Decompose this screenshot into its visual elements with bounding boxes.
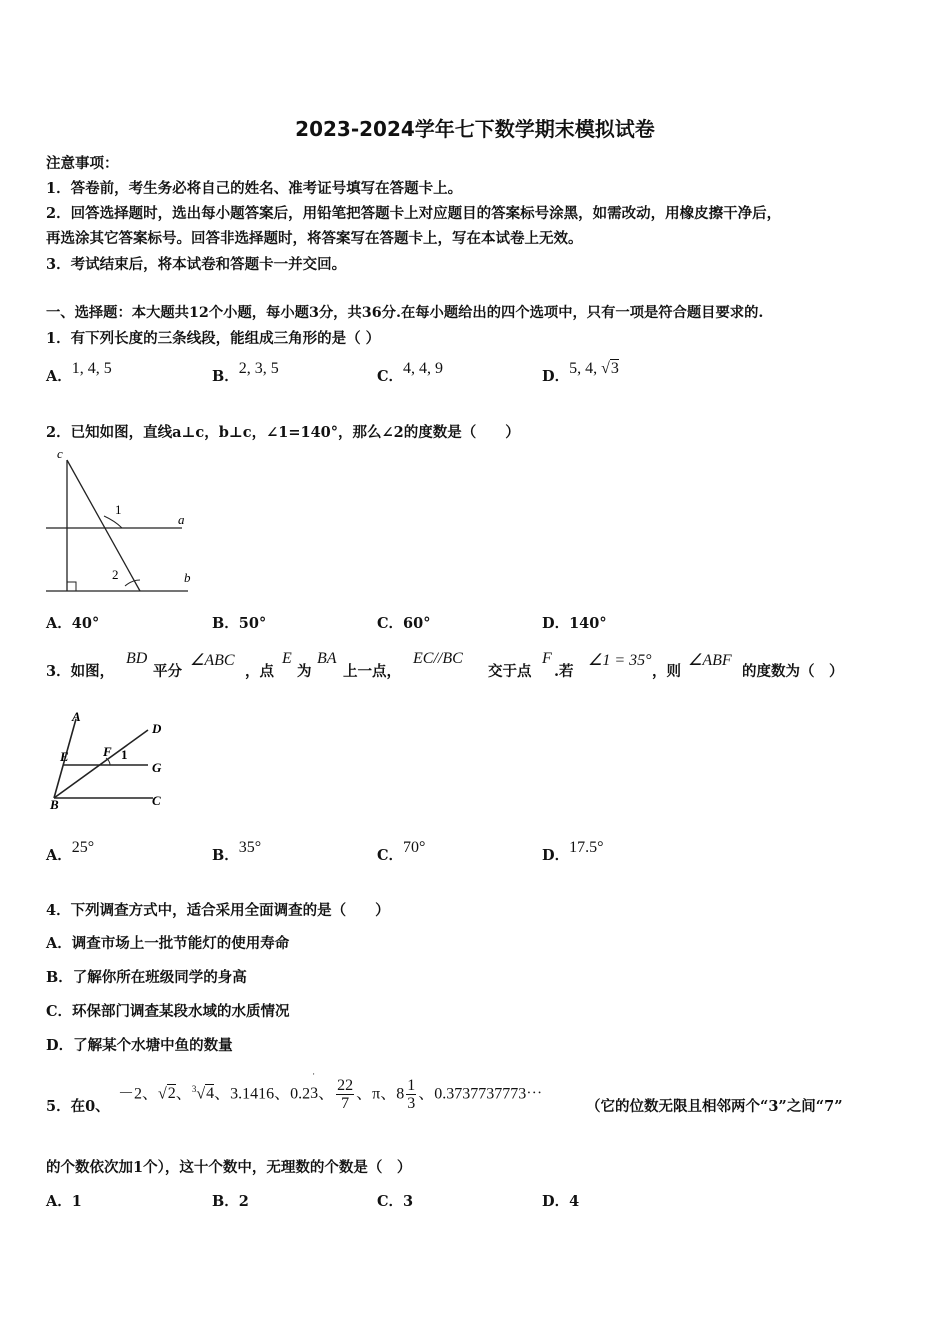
q3-bd: BD — [126, 650, 148, 667]
q1-d-value: 5, 4, √3 — [569, 360, 619, 377]
option-label: B． — [212, 368, 239, 385]
q1-a-value: 1, 4, 5 — [71, 360, 112, 377]
q3-e: E — [282, 650, 292, 667]
q5-option-d[interactable] — [542, 1190, 579, 1211]
q5-c-value: 3 — [403, 1193, 414, 1210]
q1-c-value: 4, 4, 9 — [403, 360, 444, 377]
q5-seg-3: 、3.1416、0.2 — [214, 1085, 311, 1103]
q2-a-value: 40° — [71, 615, 100, 632]
q2-d-value: 140° — [569, 615, 607, 632]
q3-ba: BA — [317, 650, 337, 667]
notice-line-2a: 2．回答选择题时，选出每小题答案后，用铅笔把答题卡上对应题目的答案标号涂黑，如需改动，用橡皮擦干净后， — [46, 205, 782, 222]
q3-text-7: ，则 — [652, 663, 681, 680]
q3-a-value: 25° — [71, 839, 95, 856]
q2-angle-1: 1 — [115, 502, 122, 517]
option-label: A． — [46, 615, 72, 632]
q3-text-3: 为 — [297, 663, 312, 680]
notice-heading: 注意事项： — [46, 155, 119, 172]
q3-label-1: 1 — [121, 747, 128, 762]
q1-d-radicand: 3 — [610, 360, 619, 377]
q5-option-c[interactable] — [377, 1190, 413, 1211]
q3-label-C: C — [152, 793, 161, 808]
q3-label-F: F — [103, 744, 112, 759]
q2-label-b: b — [184, 570, 191, 585]
option-label: D． — [542, 1193, 570, 1210]
q5-d-value: 4 — [569, 1193, 580, 1210]
option-label: A． — [46, 1193, 72, 1210]
q3-abf: ∠ABF — [688, 652, 732, 669]
q3-text-4: 上一点， — [343, 663, 401, 680]
q3-text-8: 的度数为（ ） — [742, 663, 844, 680]
q5-number-list: －2、√2、$^3$√4、3.1416、0.2 · 3、 $\frac{22}{7}$ 、π、8 $\frac{1}{3}$ 、0.3737737773⋯ — [118, 1069, 543, 1113]
q5-a-value: 1 — [71, 1193, 82, 1210]
q1-b-value: 2, 3, 5 — [238, 360, 279, 377]
q3-abc: ∠ABC — [190, 652, 235, 669]
q1-option-c[interactable] — [377, 360, 444, 386]
q5-sqrt2: 2 — [167, 1085, 176, 1103]
q3-angle-1: ∠1 = 35° — [588, 652, 652, 669]
q5-mixed-num: 1 — [407, 1077, 416, 1095]
q1-d-prefix: 5, 4, — [569, 360, 602, 377]
q2-option-d[interactable] — [542, 612, 607, 633]
q4-stem: 4．下列调查方式中，适合采用全面调查的是（ ） — [46, 902, 390, 919]
q5-repeat-digit: 3 — [310, 1085, 319, 1103]
q1-option-d[interactable] — [542, 360, 619, 386]
q3-figure — [48, 709, 173, 814]
q2-c-value: 60° — [403, 615, 431, 632]
q5-pre: 5．在0、 — [46, 1098, 110, 1115]
notice-line-1: 1．答卷前，考生务必将自己的姓名、准考证号填写在答题卡上。 — [46, 180, 463, 197]
q2-label-c: c — [57, 446, 63, 461]
option-label: D． — [542, 847, 570, 864]
q3-text-2: ，点 — [245, 663, 274, 680]
option-label: C． — [377, 1193, 404, 1210]
q5-seg-1: －2、 — [118, 1085, 159, 1103]
q5-seg-2: 、 — [175, 1085, 192, 1103]
q3-option-d[interactable] — [542, 839, 604, 865]
q3-pre: 3．如图， — [46, 663, 115, 680]
q5-b-value: 2 — [238, 1193, 249, 1210]
q5-option-b[interactable] — [212, 1190, 249, 1211]
notice-line-2b: 再选涂其它答案标号。回答非选择题时，将答案写在答题卡上，写在本试卷上无效。 — [46, 230, 583, 247]
q2-option-c[interactable] — [377, 612, 430, 633]
q3-label-A: A — [72, 709, 81, 724]
q3-option-a[interactable] — [46, 839, 95, 865]
q2-figure — [40, 446, 210, 596]
q5-cbrt4: 4 — [206, 1085, 215, 1103]
option-label: D． — [542, 368, 570, 385]
q4-option-c[interactable]: C．环保部门调查某段水域的水质情况 — [46, 1003, 290, 1020]
q5-seg-5: 、π、8 — [356, 1085, 405, 1103]
q2-option-b[interactable] — [212, 612, 266, 633]
q2-stem: 2．已知如图，直线a⊥c，b⊥c，∠1=140°，那么∠2的度数是（ ） — [46, 424, 520, 441]
section-header: 一、选择题：本大题共12个小题，每小题3分，共36分.在每小题给出的四个选项中，只有一项是符合题目要求的. — [46, 305, 764, 321]
q2-angle-2: 2 — [112, 567, 119, 582]
q3-label-E: E — [60, 749, 69, 764]
option-label: D． — [542, 615, 570, 632]
q4-option-a[interactable]: A．调查市场上一批节能灯的使用寿命 — [46, 935, 290, 952]
q3-c-value: 70° — [403, 839, 426, 856]
q3-f: F — [542, 650, 552, 667]
q3-label-D: D — [152, 721, 162, 736]
q1-stem: 1．有下列长度的三条线段，能组成三角形的是（ ） — [46, 330, 381, 347]
q5-frac-den: 7 — [341, 1095, 350, 1113]
q3-option-b[interactable] — [212, 839, 262, 865]
q5-option-a[interactable] — [46, 1190, 82, 1211]
q2-b-value: 50° — [238, 615, 267, 632]
option-label: A． — [46, 847, 72, 864]
option-label: C． — [377, 615, 404, 632]
q3-option-c[interactable] — [377, 839, 426, 865]
q5-stem-tail: （它的位数无限且相邻两个“3”之间“7” — [586, 1098, 843, 1115]
q5-mixed-den: 3 — [407, 1095, 416, 1113]
q3-label-B: B — [50, 797, 59, 812]
option-label: B． — [212, 847, 239, 864]
q5-seg-4: 、 — [318, 1085, 335, 1103]
q5-cube-index: 3 — [191, 1084, 197, 1094]
q3-d-value: 17.5° — [569, 839, 604, 856]
q5-stem-line-2: 的个数依次加1个），这十个数中，无理数的个数是（ ） — [46, 1159, 412, 1176]
option-label: C． — [377, 847, 404, 864]
option-label: C． — [377, 368, 404, 385]
option-label: B． — [212, 615, 239, 632]
q5-frac-num: 22 — [337, 1077, 354, 1095]
q3-ec-bc: EC//BC — [413, 650, 463, 667]
q3-text-1: 平分 — [153, 663, 182, 680]
q2-option-a[interactable] — [46, 612, 99, 633]
q3-b-value: 35° — [238, 839, 262, 856]
option-label: B． — [212, 1193, 239, 1210]
q3-text-6: .若 — [554, 663, 574, 680]
q3-label-G: G — [152, 760, 162, 775]
option-label: A． — [46, 368, 72, 385]
q1-option-a[interactable] — [46, 360, 112, 386]
notice-line-3: 3．考试结束后，将本试卷和答题卡一并交回。 — [46, 256, 347, 273]
q2-label-a: a — [178, 512, 185, 527]
q3-text-5: 交于点 — [488, 663, 532, 680]
q1-option-b[interactable] — [212, 360, 279, 386]
q5-seg-6: 、0.3737737773⋯ — [418, 1085, 543, 1103]
q4-option-b[interactable]: B．了解你所在班级同学的身高 — [46, 969, 247, 986]
q4-option-d[interactable]: D．了解某个水塘中鱼的数量 — [46, 1037, 233, 1054]
page-title: 2023-2024学年七下数学期末模拟试卷 — [295, 117, 655, 141]
